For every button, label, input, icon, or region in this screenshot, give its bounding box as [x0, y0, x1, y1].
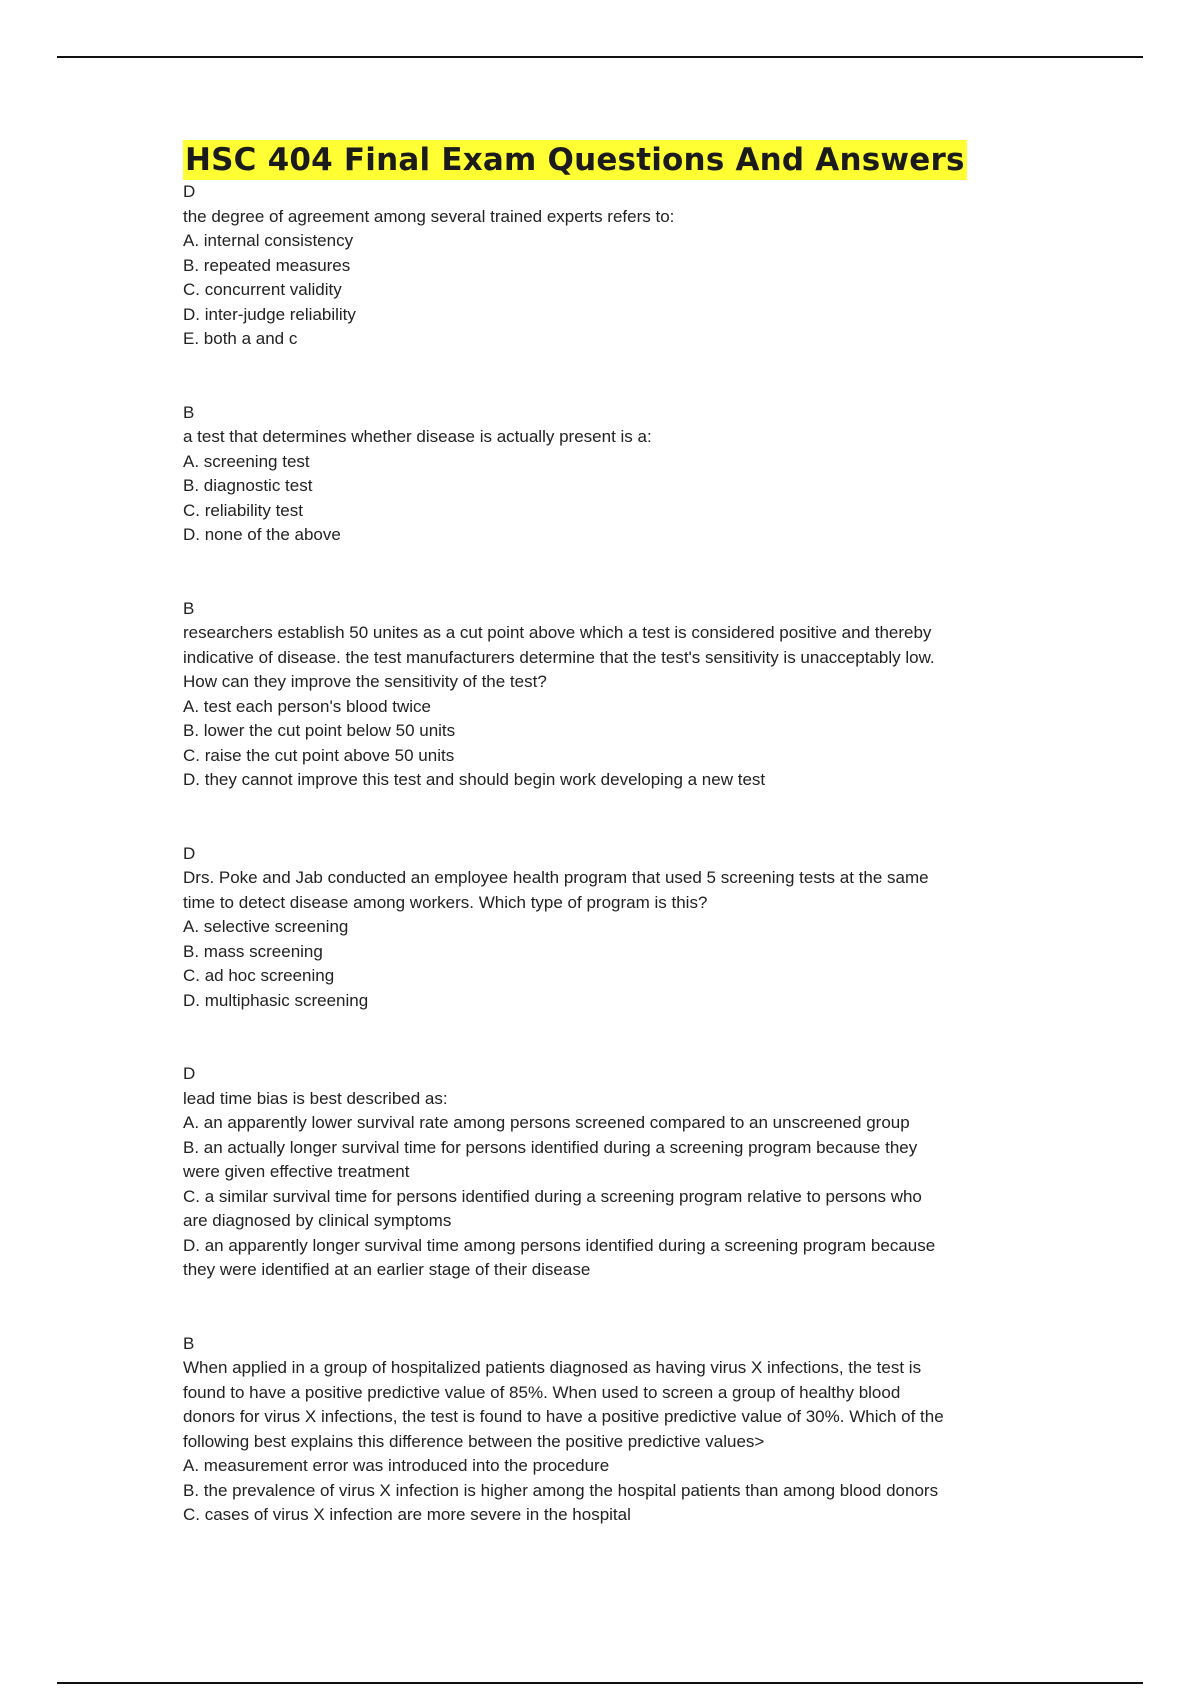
- answer-key: B: [183, 402, 195, 422]
- answer-option: A. test each person's blood twice: [183, 696, 431, 716]
- question-prompt: How can they improve the sensitivity of the test?: [183, 672, 547, 691]
- answer-option: A. screening test: [183, 451, 310, 471]
- document-title: HSC 404 Final Exam Questions And Answers: [185, 142, 965, 178]
- answer-option: A. selective screening: [183, 917, 349, 936]
- answer-option: C. a similar survival time for persons identified during a screening program relative to persons who: [183, 1186, 922, 1206]
- question-prompt: time to detect disease among workers. Which type of program is this?: [183, 892, 708, 912]
- answer-option: E. both a and c: [183, 329, 298, 348]
- answer-option: D. multiphasic screening: [183, 990, 369, 1010]
- answer-option: C. ad hoc screening: [183, 966, 335, 985]
- answer-option: C. cases of virus X infection are more severe in the hospital: [183, 1505, 631, 1524]
- question-2: [183, 401, 1023, 548]
- answer-option: C. reliability test: [183, 500, 303, 520]
- spacer: [183, 1283, 1023, 1332]
- question-prompt: indicative of disease. the test manufacturers determine that the test's sensitivity is unacceptably low.: [183, 647, 935, 667]
- answer-option: B. diagnostic test: [183, 476, 313, 495]
- spacer: [183, 548, 1023, 597]
- question-5: [183, 1062, 1023, 1283]
- answer-option: they were identified at an earlier stage of their disease: [183, 1260, 591, 1279]
- question-prompt: the degree of agreement among several trained experts refers to:: [183, 206, 675, 226]
- question-prompt: found to have a positive predictive value of 85%. When used to screen a group of healthy blood: [183, 1382, 901, 1402]
- question-prompt: following best explains this difference between the positive predictive values>: [183, 1431, 765, 1451]
- answer-option: A. measurement error was introduced into the procedure: [183, 1456, 610, 1475]
- answer-option: are diagnosed by clinical symptoms: [183, 1211, 452, 1230]
- answer-option: D. they cannot improve this test and should begin work developing a new test: [183, 770, 766, 789]
- answer-key: D: [183, 1064, 196, 1083]
- question-3: [183, 597, 1023, 793]
- answer-option: A. internal consistency: [183, 231, 354, 250]
- question-1: [183, 180, 1023, 352]
- answer-option: C. raise the cut point above 50 units: [183, 745, 455, 765]
- spacer: [183, 1013, 1023, 1062]
- spacer: [183, 793, 1023, 842]
- answer-option: D. inter-judge reliability: [183, 304, 356, 324]
- question-prompt: When applied in a group of hospitalized patients diagnosed as having virus X infections, the test is: [183, 1358, 922, 1377]
- spacer: [183, 352, 1023, 401]
- question-prompt: lead time bias is best described as:: [183, 1088, 448, 1108]
- answer-option: B. repeated measures: [183, 255, 351, 275]
- answer-key: D: [183, 182, 196, 201]
- answer-option: A. an apparently lower survival rate among persons screened compared to an unscreened group: [183, 1113, 910, 1132]
- answer-option: B. mass screening: [183, 941, 323, 961]
- question-prompt: a test that determines whether disease is actually present is a:: [183, 427, 652, 446]
- answer-option: B. lower the cut point below 50 units: [183, 721, 456, 740]
- answer-option: B. an actually longer survival time for persons identified during a screening program because they: [183, 1137, 918, 1157]
- answer-key: B: [183, 598, 195, 618]
- document-body: [183, 140, 1023, 1528]
- answer-option: B. the prevalence of virus X infection is higher among the hospital patients than among blood donors: [183, 1480, 939, 1500]
- question-prompt: Drs. Poke and Jab conducted an employee health program that used 5 screening tests at the same: [183, 868, 929, 887]
- answer-option: D. none of the above: [183, 525, 341, 544]
- answer-key: B: [183, 1333, 195, 1353]
- answer-option: were given effective treatment: [183, 1162, 410, 1181]
- page-top-rule: [57, 56, 1143, 58]
- question-prompt: researchers establish 50 unites as a cut point above which a test is considered positive and thereby: [183, 623, 932, 642]
- question-4: [183, 842, 1023, 1014]
- question-prompt: donors for virus X infections, the test is found to have a positive predictive value of 30%. Which of the: [183, 1407, 944, 1426]
- page-bottom-rule: [57, 1682, 1143, 1684]
- answer-key: D: [183, 843, 196, 863]
- question-6: [183, 1332, 1023, 1528]
- answer-option: C. concurrent validity: [183, 280, 342, 299]
- answer-option: D. an apparently longer survival time among persons identified during a screening program because: [183, 1235, 936, 1255]
